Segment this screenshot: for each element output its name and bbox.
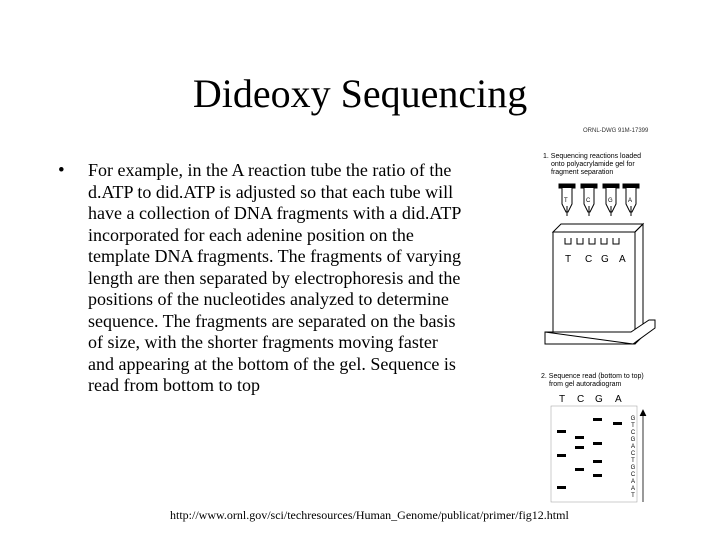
source-link[interactable]: http://www.ornl.gov/sci/techresources/Human_Genome/publicat/primer/fig12.html — [170, 508, 569, 522]
autorad-lane-label: G — [595, 394, 603, 405]
bullet-line: of size, with the shorter fragments moving faster — [88, 332, 438, 352]
bullet-line: template DNA fragments. The fragments of varying — [88, 246, 462, 266]
gel-lane-label: G — [601, 254, 609, 265]
svg-text:A: A — [630, 486, 636, 492]
svg-text:T: T — [631, 423, 635, 429]
gel-band — [593, 442, 602, 445]
gel-band — [557, 486, 566, 489]
svg-text:C: C — [630, 451, 636, 457]
bullet-line: sequence. The fragments are separated on the basis — [88, 310, 456, 331]
step1-caption-line: fragment separation — [551, 169, 614, 176]
bullet-text — [88, 160, 518, 397]
tube-label: G — [608, 198, 613, 204]
bullet-line: positions of the nucleotides analyzed to determine — [88, 289, 449, 309]
bullet-line: and appearing at the bottom of the gel. Sequence is — [88, 353, 456, 374]
gel-apparatus — [545, 224, 655, 344]
svg-text:G: G — [630, 465, 636, 471]
slide-title: Dideoxy Sequencing — [192, 71, 528, 116]
bullet-line: d.ATP to did.ATP is adjusted so that each tube will — [88, 181, 454, 202]
gel-band — [557, 454, 566, 457]
step2-caption-line: 2. Sequence read (bottom to top) — [541, 373, 644, 380]
tube-label: A — [628, 198, 633, 204]
gel-lane-label: T — [565, 254, 572, 265]
figure-id-label: ORNL-DWG 91M-17399 — [583, 128, 649, 134]
gel-band — [593, 460, 602, 463]
gel-lane-label: C — [585, 254, 593, 265]
bullet-line: incorporated for each adenine position on the — [88, 224, 414, 245]
tube-label: C — [586, 198, 591, 204]
autorad-lane-label: T — [559, 394, 566, 405]
step1-caption-line: onto polyacrylamide gel for — [551, 161, 635, 168]
svg-text:T: T — [631, 458, 635, 464]
step1-caption-line: 1. Sequencing reactions loaded — [543, 153, 642, 160]
gel-band — [593, 474, 602, 477]
svg-text:C: C — [630, 472, 636, 478]
gel-band — [575, 446, 584, 449]
step2-caption-line: from gel autoradiogram — [549, 381, 622, 388]
gel-lane-label: A — [619, 254, 626, 265]
gel-band — [575, 468, 584, 471]
bullet-line: For example, in the A reaction tube the ratio of the — [88, 160, 452, 180]
svg-text:T: T — [631, 493, 635, 499]
autorad-lane-label: A — [615, 394, 622, 405]
bullet-line: have a collection of DNA fragments with a did.ATP — [88, 203, 462, 223]
autoradiogram — [551, 394, 637, 502]
tube-label: T — [564, 198, 568, 204]
read-direction-arrow-icon — [640, 410, 646, 502]
svg-text:A: A — [630, 479, 636, 485]
svg-text:A: A — [630, 444, 636, 450]
bullet-marker: • — [58, 160, 65, 181]
svg-text:G: G — [630, 437, 636, 443]
gel-band — [593, 418, 602, 421]
sequencing-figure — [535, 120, 695, 505]
autorad-lane-label: C — [577, 394, 585, 405]
bullet-line: read from bottom to top — [88, 375, 260, 395]
svg-text:C: C — [630, 430, 636, 436]
reaction-tubes — [559, 184, 639, 216]
svg-text:G: G — [630, 416, 636, 422]
bullet-line: length are then separated by electrophoresis and the — [88, 267, 461, 288]
gel-band — [575, 436, 584, 439]
gel-band — [557, 430, 566, 433]
gel-band — [613, 422, 622, 425]
